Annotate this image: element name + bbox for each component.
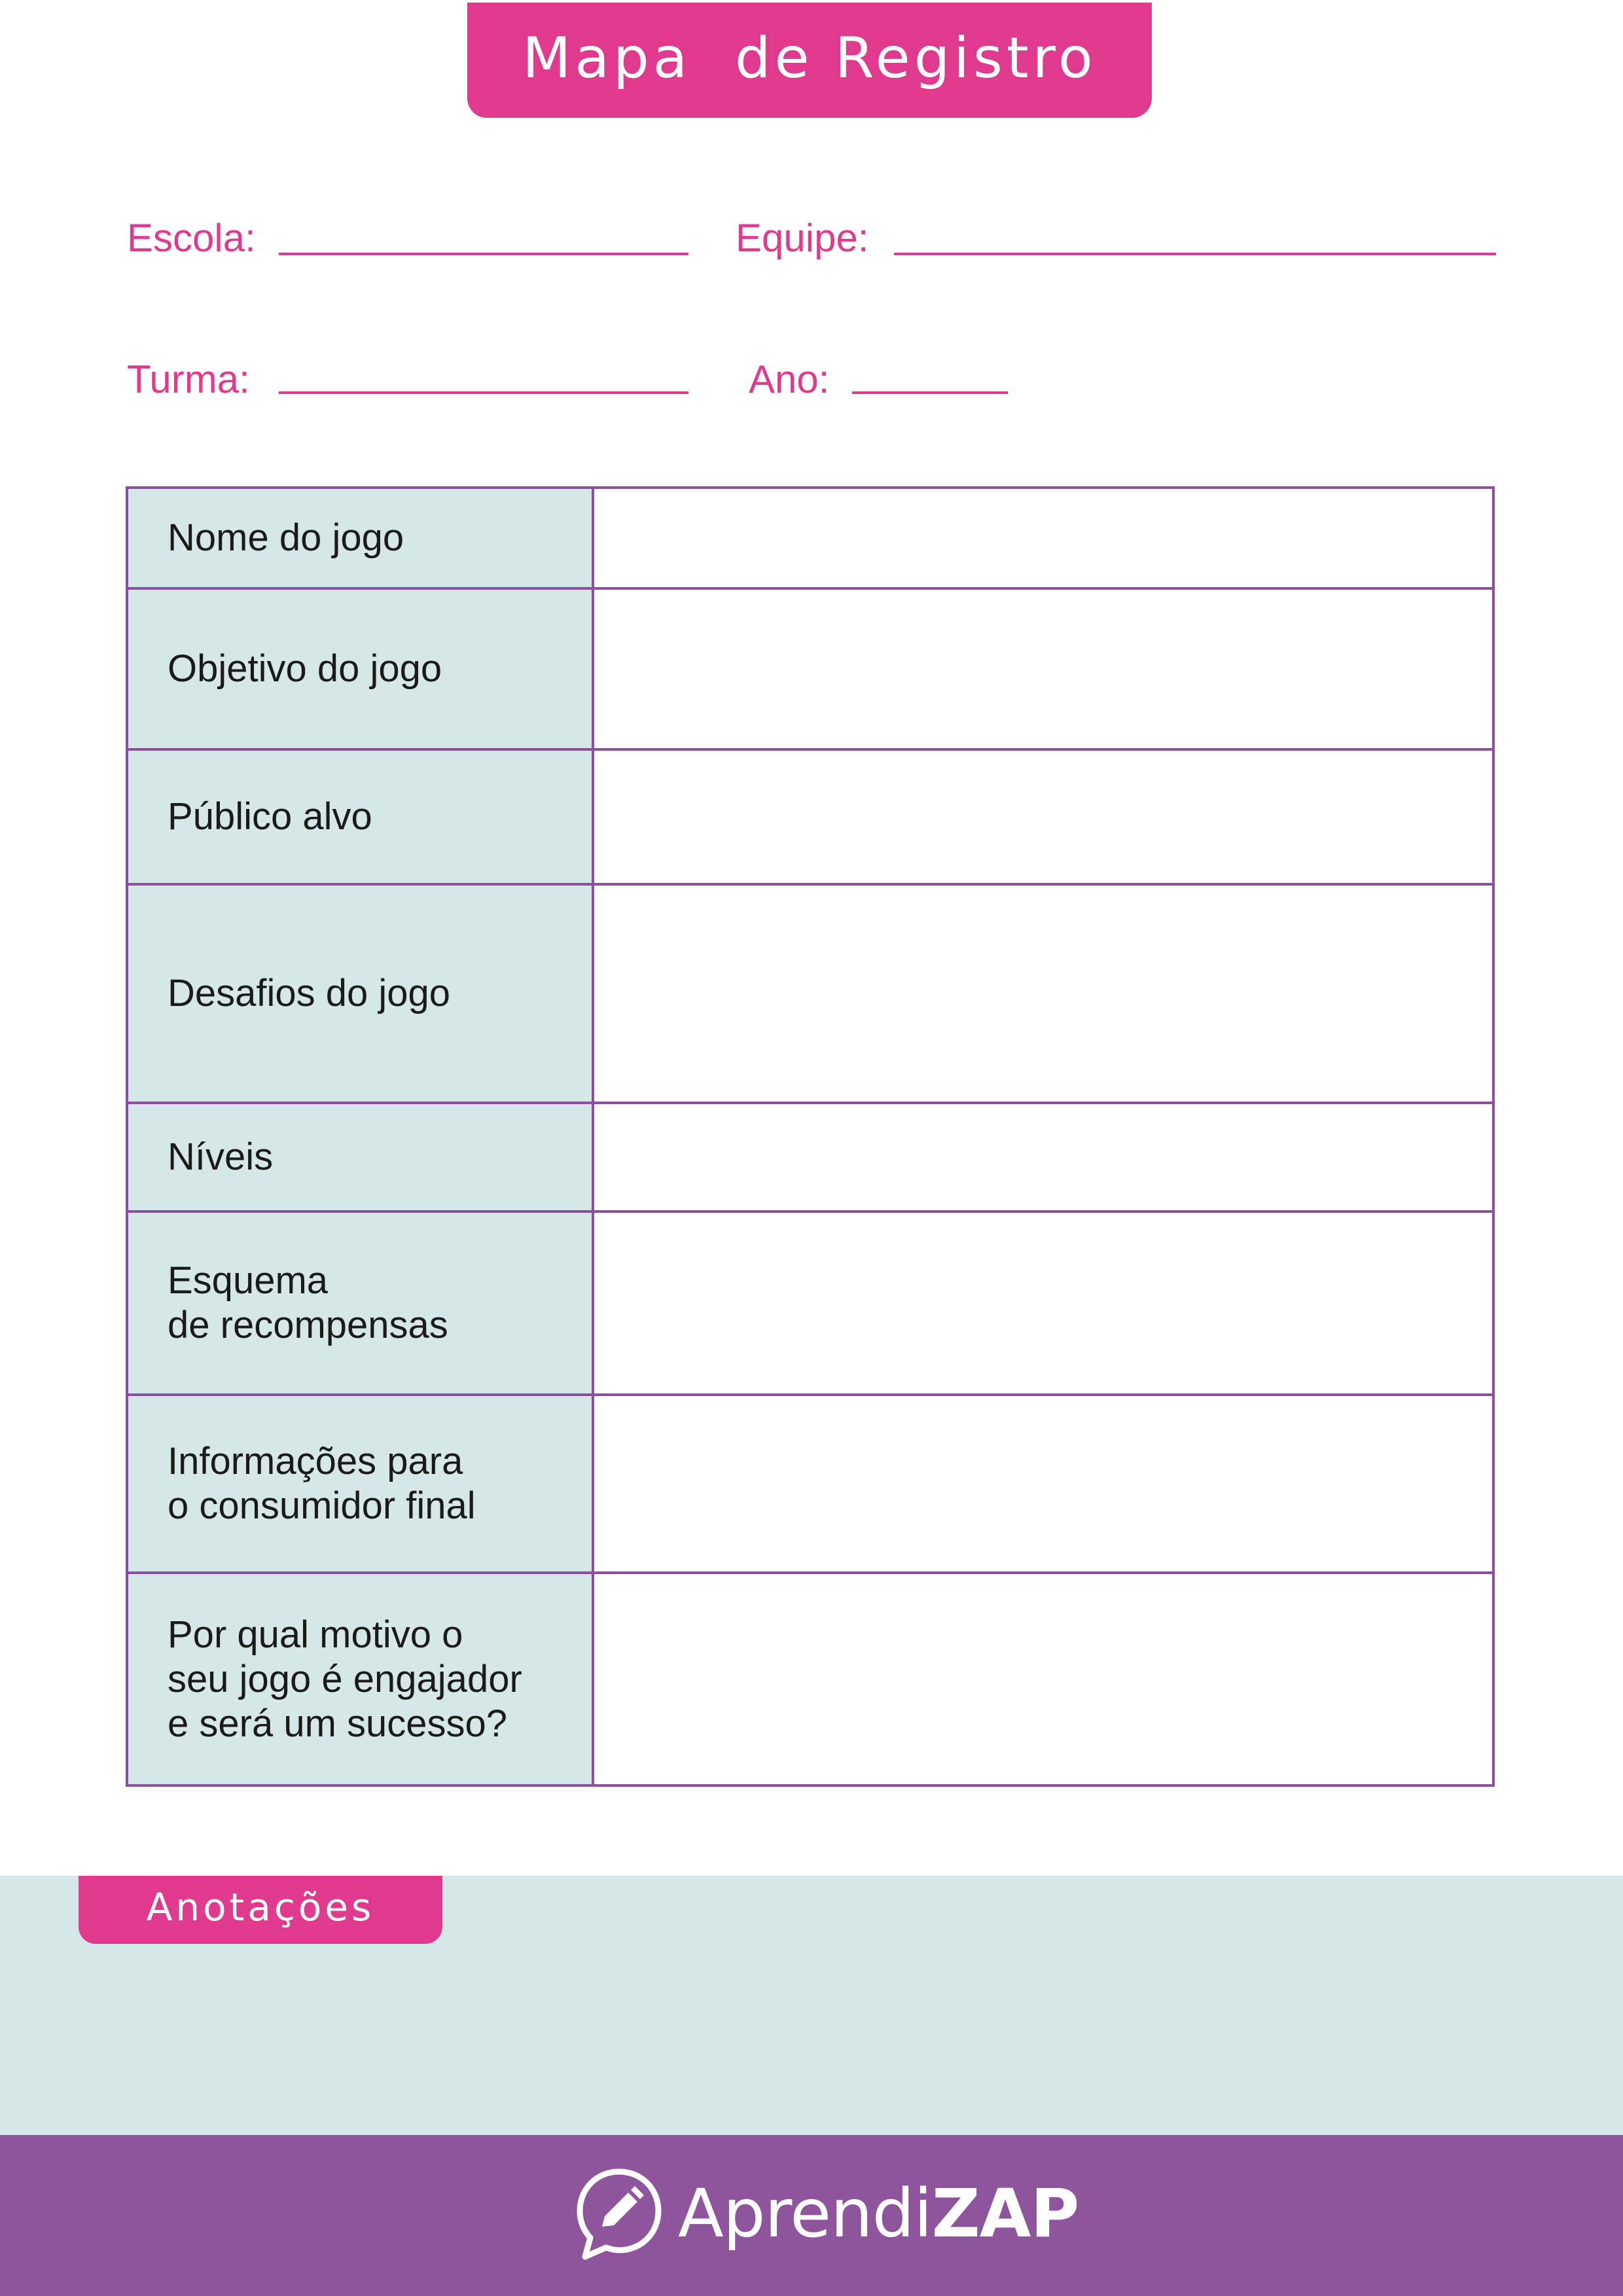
escola-label: Escola: xyxy=(127,216,256,260)
row-label-informacoes-consumidor: Informações para o consumidor final xyxy=(128,1396,594,1571)
row-value-nome-do-jogo[interactable] xyxy=(594,489,1492,587)
equipe-label: Equipe: xyxy=(736,216,869,260)
row-value-objetivo-do-jogo[interactable] xyxy=(594,590,1492,748)
ano-label: Ano: xyxy=(749,357,830,401)
escola-input-line[interactable] xyxy=(279,253,688,255)
row-value-informacoes-consumidor[interactable] xyxy=(594,1396,1492,1571)
row-label-niveis: Níveis xyxy=(128,1104,594,1210)
row-value-publico-alvo[interactable] xyxy=(594,751,1492,883)
table-row xyxy=(128,1104,1492,1213)
brand-logo xyxy=(573,2165,1079,2263)
row-value-motivo-engajador[interactable] xyxy=(594,1574,1492,1784)
table-row xyxy=(128,1213,1492,1396)
turma-field xyxy=(127,357,250,401)
table-row xyxy=(128,1574,1492,1784)
table-row xyxy=(128,751,1492,886)
ano-input-line[interactable] xyxy=(852,391,1008,394)
row-value-niveis[interactable] xyxy=(594,1104,1492,1210)
brand-name-light: Aprendi xyxy=(678,2175,932,2253)
registration-table xyxy=(126,486,1495,1787)
brand-name xyxy=(678,2175,1079,2253)
table-row xyxy=(128,1396,1492,1574)
turma-label: Turma: xyxy=(127,357,250,401)
equipe-input-line[interactable] xyxy=(894,253,1496,255)
equipe-field xyxy=(736,216,869,260)
row-value-desafios-do-jogo[interactable] xyxy=(594,886,1492,1102)
table-row xyxy=(128,489,1492,590)
page-title-banner xyxy=(467,3,1152,118)
row-label-motivo-engajador: Por qual motivo o seu jogo é engajador e será um sucesso? xyxy=(128,1574,594,1784)
row-label-publico-alvo: Público alvo xyxy=(128,751,594,883)
page-title: Mapa de Registro xyxy=(522,26,1097,91)
row-label-esquema-de-recompensas: Esquema de recompensas xyxy=(128,1213,594,1393)
row-label-nome-do-jogo: Nome do jogo xyxy=(128,489,594,587)
ano-field xyxy=(749,357,830,401)
row-value-esquema-de-recompensas[interactable] xyxy=(594,1213,1492,1393)
notes-tab xyxy=(79,1876,442,1944)
brand-name-bold: ZAP xyxy=(931,2175,1079,2253)
row-label-desafios-do-jogo: Desafios do jogo xyxy=(128,886,594,1102)
notes-label: Anotações xyxy=(146,1885,375,1929)
row-label-objetivo-do-jogo: Objetivo do jogo xyxy=(128,590,594,748)
turma-input-line[interactable] xyxy=(279,391,688,394)
table-row xyxy=(128,590,1492,751)
pencil-chat-icon xyxy=(573,2165,665,2263)
escola-field xyxy=(127,216,256,260)
table-row xyxy=(128,886,1492,1104)
